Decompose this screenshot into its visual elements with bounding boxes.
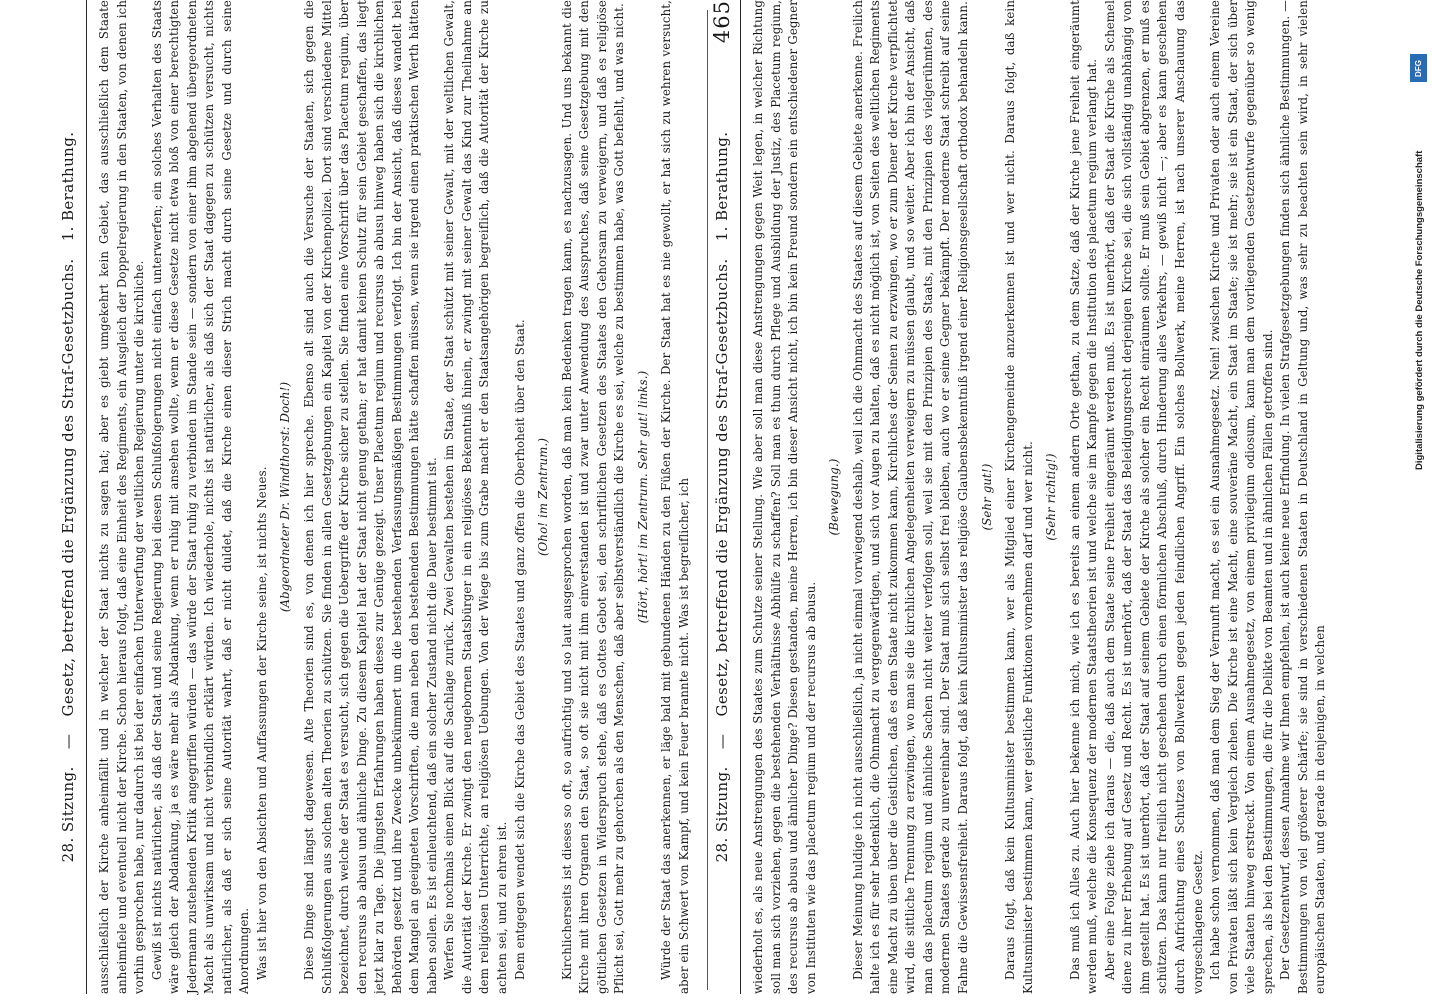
paragraph: Gewiß ist nichts natürlicher, als daß der Staat und seine Regierung bei diesen Schlußfolgerungen nicht einfach unterwerfen; ein solches Verhalten des Staats wäre gleich der Abdankung, ja es wäre mehr als Abdankung, wenn er ruhig mit ansehen wollte, wenn er diese Gesetze nicht etwa bloß von einer berechtigten Jedermann zustehenden Kritik angegriffen würden — das würde der Staat ruhig zu verbinden im Stande sein — sondern von einer ihm abgehend übergeordneten Macht als unwirksam und nicht verbindlich erklärt würden. Ich wiederhole, nichts ist natürlicher, als daß sich der Staat dagegen zu schützen versucht, nichts natürlicher, als daß er sich seine Autorität wahrt, daß er nicht duldet, daß die Kirche einen dieser Strich macht durch seine Gesetze und durch seine Anordnungen. [149, 0, 252, 994]
dfg-logo-text: DFG [1413, 59, 1423, 77]
interjection: (Oho! im Zentrum.) [536, 437, 551, 557]
interjection: (Hört, hört! im Zentrum. Sehr gut! links.) [635, 370, 650, 624]
right-header-rule [740, 0, 741, 994]
interjection: (Sehr gut!) [979, 463, 994, 531]
paragraph: Das muß ich Alles zu. Auch hier bekenne ich mich, wie ich es bereits an einem andern Orte gethan, zu dem Satze, daß der Kirche jene Freiheit eingeräumt werden muß, welche die Konsequenz der modernen Staatstheorien ist und welche sie im Kampfe gegen die Institution des placetum regium verlangt hat. [1067, 0, 1100, 994]
left-page-column [96, 0, 694, 994]
right-page [710, 0, 1350, 994]
paragraph: Ich habe schon vernommen, daß man dem Sieg der Vernunft macht, es sei ein Ausnahmegesetz. Nein! zwischen Kirche und Privaten oder auch einem Vereine von Privaten läßt sich kein Vergleich ziehen. Die Kirche ist eine Macht, eine souveräne Macht, ein Staat im Staate; sie ist mehr; sie ist ein Staat, der sich über viele Staaten hinweg erstreckt. Von einem Ausnahmegesetz, von einem privilegium odiosum, kann man dem vorliegenden Gesetzentwurfe gegenüber so wenig sprechen, als bei den Bestimmungen, die für die Delikte von Beamten und in ähnlichen Fällen getroffen sind. [1208, 0, 1275, 994]
left-header-sitting: 28. Sitzung. [59, 766, 77, 863]
digitization-credit: Digitalisierung gefördert durch die Deutsche Forschungsgemeinschaft [1414, 150, 1425, 470]
left-header-reading: 1. Berathung. [59, 131, 77, 242]
dfg-logo-icon [1410, 54, 1427, 82]
right-header-dash: — [713, 733, 731, 750]
paragraph: Kirchlicherseits ist dieses so oft, so aufrichtig und so laut ausgesprochen worden, daß man kein Bedenken tragen kann, es nachzusagen. Und uns bekannt die Kirche mit ihren Organen den Staat, so oft sie nicht mit ihm einverstanden ist und zwar unter Anwendung des Ausspruches, daß seine Gesetzgebung mit den göttlichen Gesetzen in Widerspruch stehe, daß es Gottes Gebot sei, den schriftlichen Gesetzen des Staates den Gehorsam zu verweigern, und daß es religiöse Pflicht sei, Gott mehr zu gehorchen als den Menschen, daß aber selbstverständlich die Kirche es sei, welche zu bestimmen habe, was Gott befiehlt, und was nicht. [559, 0, 627, 994]
paragraph: Werfen Sie nochmals einen Blick auf die Sachlage zurück. Zwei Gewalten bestehen im Staate, der Staat schützt mit seiner Gewalt, mit der weltlichen Gewalt, die Autorität der Kirche. Er zwingt den neugebornen Staatsbürger in ein religiöses Bekenntniß hinein, er zwingt mit seiner Gewalt das Kind zur Theilnahme an dem religiösen Unterrichte, an religiösen Uebungen. Von der Wiege bis zum Grabe macht er den Staatsangehörigen begreiflich, daß die Autorität der Kirche zu achten sei, und zu ehren ist. [442, 0, 510, 994]
left-page [56, 0, 696, 994]
interjection: (Sehr richtig!) [1044, 453, 1059, 541]
column-divider [707, 10, 708, 990]
paragraph: Diese Dinge sind längst dagewesen. Alte Theorien sind es, von denen ich hier spreche. Ebenso alt sind auch die Versuche der Staaten, sich gegen die Schlußfolgerungen aus solchen alten Theorien zu schützen. Sie finden in allen Gesetzgebungen ein Kapitel von der Kirchenpolizei. Dort sind verschiedene Mittel bezeichnet, durch welche der Staat es versucht, sich gegen die Uebergriffe der Kirche sicher zu stellen. Sie finden eine Vorschrift über das Placetum regium, über den recursus ab abusu und ähnliche Dinge. Zu diesem Kapitel hat der Staat nicht genug gethan; er hat damit keinen Schutz für sein Gebiet geschaffen, das liegt jetzt klar zu Tage. Die jüngsten Erfahrungen haben dieses zur Genüge gezeigt. Unser Placetum regium und recursus ab abusu hinweg haben sich die kirchlichen Behörden gesetzt und ihre Zwecke unbekümmert um die bestehenden Verfassungsmäßigen Bestimmungen verfolgt. Ich bin der Ansicht, daß dieses wandelt bei dem Mangel an geeigneten Vorschriften, die man neben den bestehenden Bestimmungen hätte schaffen müssen, wenn sie irgend einen praktischen Werth hätten haben sollen. Es ist einleuchtend, daß ein solcher Zustand nicht die Dauer bestimmt ist. [302, 0, 439, 994]
right-header-sitting: 28. Sitzung. [713, 766, 731, 863]
paragraph: Aber eine Folge ziehe ich daraus — die, daß auch dem Staate seine Freiheit eingeräumt werden muß. Es ist unerhört, daß der Staat die Kirche als Schemel diene zu ihrer Erhebung auf Gesetz und Recht. Es ist unerhört, daß der Staat das Beleidigungsrecht derjenigen Kirche sei, die sich vollständig unabhängig von ihm gestellt hat. Es ist unerhört, daß der Staat auf seinem Gebiete der Kirche als solcher ein Recht einräumen sollte. Er muß sein Gebiet abgrenzen, er muß es schützen. Das kann nur freilich nicht geschehen durch einen förmlichen Abschluß, durch Hinderung alles Verkehrs, — gewiß nicht —; aber es kann geschehen durch Aufrichtung eines Schutzes von Bollwerken gegen jeden feindlichen Angriff. Ein solches Bollwerk, meine Herren, ist nach unserer Anschauung das vorgeschlagene Gesetz. [1102, 0, 1205, 994]
paragraph: ausschließlich der Kirche anheimfällt und in welcher der Staat nichts zu sagen hat; aber es giebt umgekehrt kein Gebiet, das ausschließlich dem Staate anheimfiele und eventuell nicht der Kirche. Schon hieraus folgt, daß eine Einheit des Regiments, ein Ausgleich der Doppelregierung in den Staaten, von denen ich vorhin gesprochen habe, nur dadurch ist bei der einfachen Unterwerfung der weltlichen Regierung unter die kirchliche. [97, 0, 147, 994]
left-header-title [59, 0, 77, 994]
interjection: (Abgeordneter Dr. Windthorst: Doch!) [278, 381, 293, 613]
left-header-rule [86, 0, 87, 994]
interjection: (Bewegung.) [827, 458, 842, 536]
left-header-law: Gesetz, betreffend die Ergänzung des Straf-Gesetzbuchs. [59, 258, 77, 717]
right-header-title [713, 0, 731, 994]
paragraph: Was ist hier von den Absichten und Auffassungen der Kirche seine, ist nichts Neues. [254, 466, 269, 980]
right-page-number: 465 [710, 0, 734, 44]
right-page-header [710, 0, 738, 994]
right-page-column [750, 0, 1330, 994]
left-page-header [56, 0, 84, 994]
right-header-reading: 1. Berathung. [713, 131, 731, 242]
paragraph: Daraus folgt, daß kein Kultusminister bestimmen kann, wer als Mitglied einer Kirchengemeinde anzuerkennen ist und wer nicht. Daraus folgt, daß kein Kultusminister bestimmen kann, wer geistliche Funktionen vornehmen darf und wer nicht. [1003, 0, 1035, 994]
paragraph: Würde der Staat das anerkennen, er läge bald mit gebundenen Händen zu den Füßen der Kirche. Der Staat hat es nie gewollt, er hat sich zu wehren versucht, aber ein Schwert von Kampf, und kein Feuer brannte nicht. Was ist begreiflicher, ich [659, 0, 691, 994]
paragraph: Dem entgegen wendet sich die Kirche das Gebiet des Staates und ganz offen die Oberhoheit über den Staat. [512, 319, 527, 980]
right-header-law: Gesetz, betreffend die Ergänzung des Straf-Gesetzbuchs. [713, 258, 731, 717]
paragraph: Dieser Meinung huldige ich nicht ausschließlich, ja nicht einmal vorwiegend deshalb, weil ich die Ohnmacht des Staates auf diesem Gebiete anerkenne. Freilich halte ich es für sehr bedenklich, die Ohnmacht zu vergegenwärtigen, und sich vor Augen zu halten, daß es nicht möglich ist, von Seiten des weltlichen Regiments eine Macht zu üben über die Geistlichen, daß es dem Staate nicht zukommen kann, Kirchliches der Seinen zu erzwingen, wo er zum Diener der Kirche verpflichtet wird, die sittliche Trennung zu erzwingen, wo man sie die kirchlichen Angelegenheiten verweigern zu müssen glaubt, und so weiter. Aber ich bin der Ansicht, daß man das placetum regium und ähnliche Sachen nicht weiter verfolgen soll, weil sie mit den Prinzipien des Staats, mit den Prinzipien des vielgerühmten, des modernen Staates gerade zu unvereinbar sind. Der Staat muß sich selbst frei bleiben, auch wo er seine Gegner bekämpft. Der moderne Staat schreibt auf seine Fahne die Gewissensfreiheit. Daraus folgt, daß kein Kultusminister das religiöse Glaubensbekenntniß irgend einer Religionsgesellschaft orthodox behandeln kann. [850, 0, 971, 994]
left-header-dash: — [59, 733, 77, 750]
paragraph: Der Gesetzentwurf, dessen Annahme wir Ihnen empfehlen, ist auch keine neue Erfindung. In vielen Strafgesetzgebungen finden sich ähnliche Bestimmungen. — Bestimmungen von viel größerer Schärfe; sie sind in verschiedenen Staaten in Deutschland in Geltung und, was sehr zu beachten sein wird, in sehr vielen europäischen Staaten, und gerade in denjenigen, in welchen [1278, 0, 1328, 994]
paragraph: wiederholt es, als neue Anstrengungen des Staates zum Schutze seiner Stellung. Wie aber soll man diese Anstrengungen gegen Weit legen, in welcher Richtung soll man sich vorziehen, gegen die bestehenden Verhältnisse Abhülfe zu schaffen? Soll man es thun durch Pflege und Ausbildung der Justiz, des Placetum regium, des recursus ab abusu und ähnlicher Dinge? Diesen gestanden, meine Herren, ich bin dieser Ansicht nicht, ich bin kein Freund sondern ein entschiedener Gegner von Instituten wie das placetum regium und der recursus ab abusu. [751, 0, 818, 994]
